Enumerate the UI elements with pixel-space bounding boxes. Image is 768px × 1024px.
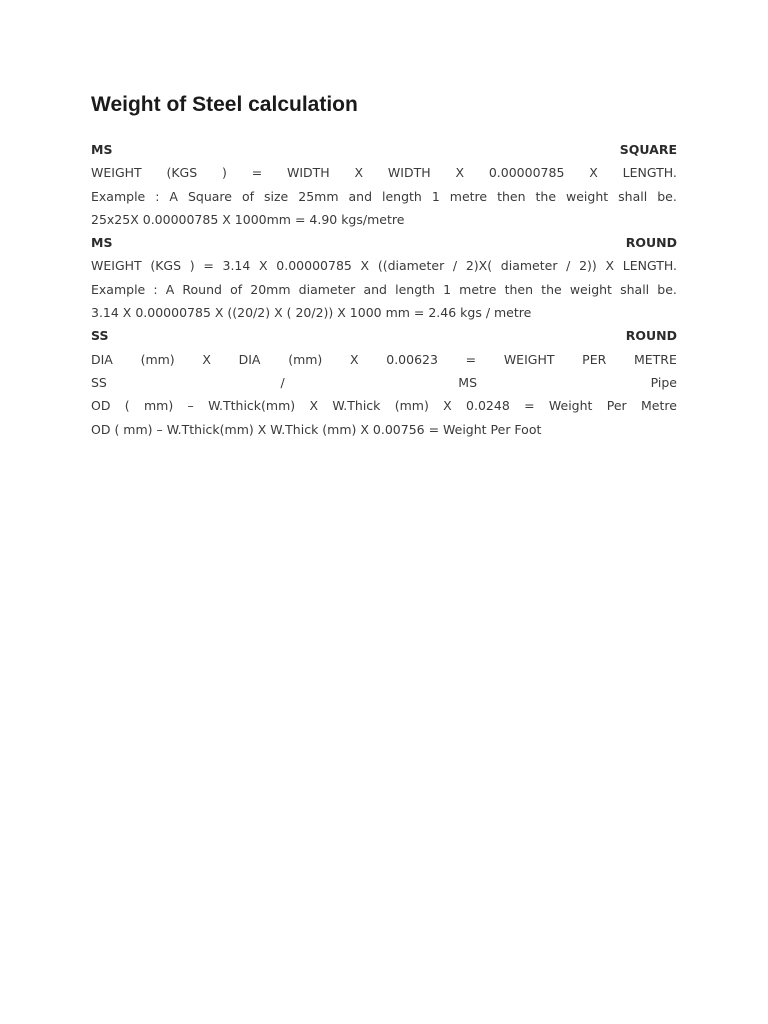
word: X xyxy=(349,351,359,367)
word: 1 xyxy=(431,188,440,204)
word: : xyxy=(153,281,158,297)
word: OD xyxy=(91,398,111,414)
word: A xyxy=(165,281,175,297)
word: Pipe xyxy=(650,374,677,390)
word: 0.00000785 xyxy=(488,165,565,181)
word: Example xyxy=(91,281,146,297)
word: 0.00623 xyxy=(386,351,438,367)
word: X xyxy=(202,351,211,367)
word: – xyxy=(187,398,194,414)
word: X xyxy=(455,165,465,181)
word: length xyxy=(382,188,422,204)
word: DIA xyxy=(91,351,113,367)
word: size xyxy=(264,188,289,204)
text-line xyxy=(91,278,677,301)
section-heading xyxy=(91,138,677,161)
word: SS xyxy=(91,328,109,344)
word: / xyxy=(566,258,571,274)
word: mm) xyxy=(143,398,174,414)
word: LENGTH. xyxy=(622,258,677,274)
word: 2)X( xyxy=(465,258,493,274)
word: / xyxy=(280,374,285,390)
section-heading xyxy=(91,231,677,254)
line-text: OD ( mm) – W.Tthick(mm) X W.Thick (mm) X 0.00756 = Weight Per Foot xyxy=(91,421,542,437)
word: (KGS xyxy=(166,165,198,181)
word: : xyxy=(155,188,160,204)
word: Round xyxy=(182,281,222,297)
word: ROUND xyxy=(625,235,677,251)
word: DIA xyxy=(238,351,261,367)
word: diameter xyxy=(500,258,558,274)
word: diameter xyxy=(298,281,356,297)
word: W.Thick xyxy=(332,398,381,414)
word: ( xyxy=(124,398,130,414)
word: (KGS xyxy=(150,258,182,274)
word: WEIGHT xyxy=(91,165,142,181)
word: = xyxy=(203,258,214,274)
page-title: Weight of Steel calculation xyxy=(91,93,358,116)
text-line xyxy=(91,348,677,371)
text-line xyxy=(91,418,677,441)
word: MS xyxy=(91,142,113,157)
word: X xyxy=(360,258,370,274)
word: weight xyxy=(569,281,612,297)
word: = xyxy=(465,351,477,367)
word: WEIGHT xyxy=(91,258,142,274)
word: MS xyxy=(458,374,478,390)
word: metre xyxy=(459,281,497,297)
word: then xyxy=(497,188,526,204)
word: SQUARE xyxy=(619,142,677,157)
word: then xyxy=(504,281,534,297)
word: X xyxy=(354,165,364,181)
word: / xyxy=(452,258,458,274)
word: be. xyxy=(657,188,677,204)
word: = xyxy=(524,398,535,414)
text-line xyxy=(91,371,677,394)
word: WEIGHT xyxy=(503,351,555,367)
section-heading xyxy=(91,324,677,347)
text-line xyxy=(91,161,677,184)
line-text: 3.14 X 0.00000785 X ((20/2) X ( 20/2)) X 1000 mm = 2.46 kgs / metre xyxy=(91,305,532,321)
word: 2)) xyxy=(579,258,597,274)
word: WIDTH xyxy=(387,165,431,181)
text-line xyxy=(91,185,677,208)
word: 0.0248 xyxy=(466,398,510,414)
word: (mm) xyxy=(394,398,429,414)
word: X xyxy=(259,258,268,274)
document-body xyxy=(91,138,677,441)
word: = xyxy=(251,165,263,181)
word: X xyxy=(309,398,319,414)
word: SS xyxy=(91,374,107,390)
word: WIDTH xyxy=(287,165,330,181)
text-line xyxy=(91,208,677,231)
word: 20mm xyxy=(250,281,291,297)
word: X xyxy=(605,258,615,274)
word: (mm) xyxy=(140,351,175,367)
word: METRE xyxy=(633,351,677,367)
word: weight xyxy=(566,188,609,204)
line-text: 25x25X 0.00000785 X 1000mm = 4.90 kgs/metre xyxy=(91,211,405,227)
word: Example xyxy=(91,188,146,204)
word: LENGTH. xyxy=(622,165,677,181)
word: Weight xyxy=(548,398,593,414)
word: shall xyxy=(620,281,650,297)
word: MS xyxy=(91,235,113,251)
word: ) xyxy=(222,165,227,181)
word: 0.00000785 xyxy=(276,258,352,274)
word: of xyxy=(241,188,255,204)
text-line xyxy=(91,394,677,417)
word: (mm) xyxy=(288,351,323,367)
word: shall xyxy=(618,188,648,204)
word: of xyxy=(230,281,243,297)
word: PER xyxy=(582,351,607,367)
word: the xyxy=(541,281,562,297)
word: X xyxy=(589,165,598,181)
word: ROUND xyxy=(625,328,677,344)
word: and xyxy=(363,281,387,297)
word: 3.14 xyxy=(222,258,251,274)
word: W.Tthick(mm) xyxy=(208,398,296,414)
text-line xyxy=(91,254,677,277)
word: A xyxy=(169,188,178,204)
word: 1 xyxy=(443,281,452,297)
word: Metre xyxy=(641,398,677,414)
word: ) xyxy=(189,258,195,274)
word: the xyxy=(535,188,557,204)
word: 25mm xyxy=(298,188,339,204)
word: be. xyxy=(657,281,677,297)
word: ((diameter xyxy=(377,258,445,274)
word: Per xyxy=(606,398,627,414)
word: and xyxy=(348,188,373,204)
text-line xyxy=(91,301,677,324)
word: length xyxy=(395,281,435,297)
word: metre xyxy=(449,188,488,204)
word: Square xyxy=(187,188,232,204)
word: X xyxy=(443,398,452,414)
